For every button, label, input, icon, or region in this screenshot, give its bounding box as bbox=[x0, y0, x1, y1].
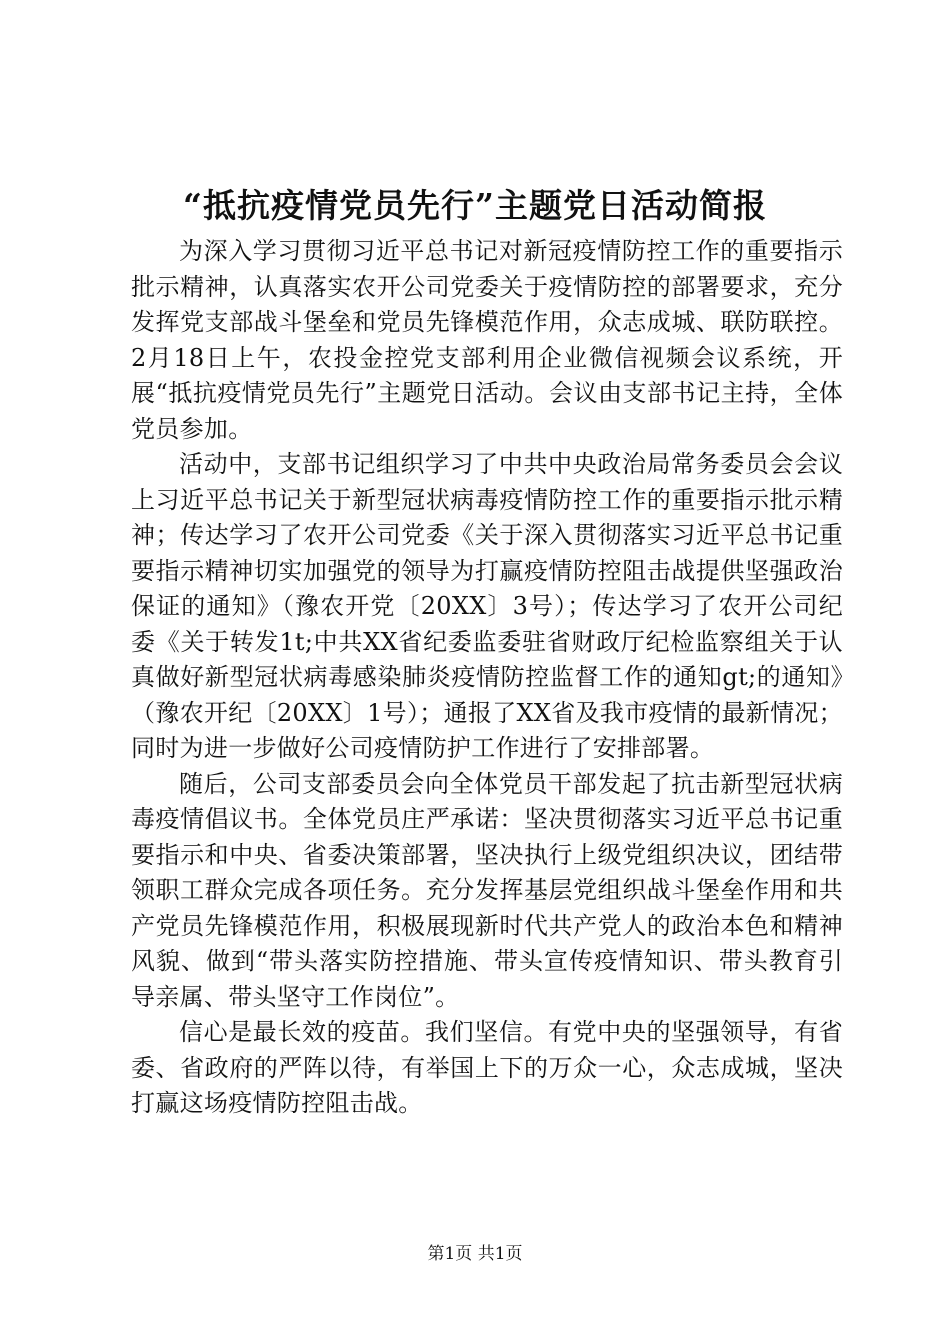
paragraph-activity: 活动中，支部书记组织学习了中共中央政治局常务委员会会议上习近平总书记关于新型冠状病毒疫情防控工作的重要指示批示精神；传达学习了农开公司党委《关于深入贯彻落实习近平总书记重要指示精神切实加强党的领导为打赢疫情防控阻击战提供坚强政治保证的通知》（豫农开党〔20XX〕3号）；传达学习了农开公司纪委《关于转发1t;中共XX省纪委监委驻省财政厅纪检监察组关于认真做好新型冠状病毒感染肺炎疫情防控监督工作的通知gt;的通知》（豫农开纪〔20XX〕1号）；通报了XX省及我市疫情的最新情况；同时为进一步做好公司疫情防护工作进行了安排部署。 bbox=[131, 450, 843, 762]
page-number-footer: 第1页 共1页 bbox=[427, 1244, 523, 1264]
document-body bbox=[131, 234, 843, 1122]
paragraph-conclusion: 信心是最长效的疫苗。我们坚信。有党中央的坚强领导，有省委、省政府的严阵以待，有举国上下的万众一心，众志成城，坚决打赢这场疫情防控阻击战。 bbox=[131, 1018, 843, 1117]
document-title: “抵抗疫情党员先行”主题党日活动简报 bbox=[183, 186, 767, 225]
paragraph-initiative: 随后，公司支部委员会向全体党员干部发起了抗击新型冠状病毒疫情倡议书。全体党员庄严承诺：坚决贯彻落实习近平总书记重要指示和中央、省委决策部署，坚决执行上级党组织决议，团结带领职工群众完成各项任务。充分发挥基层党组织战斗堡垒作用和共产党员先锋模范作用，积极展现新时代共产党人的政治本色和精神风貌、做到“带头落实防控措施、带头宣传疫情知识、带头教育引导亲属、带头坚守工作岗位”。 bbox=[131, 769, 843, 1011]
paragraph-intro: 为深入学习贯彻习近平总书记对新冠疫情防控工作的重要指示批示精神，认真落实农开公司党委关于疫情防控的部署要求，充分发挥党支部战斗堡垒和党员先锋模范作用，众志成城、联防联控。2月18日上午，农投金控党支部利用企业微信视频会议系统，开展“抵抗疫情党员先行”主题党日活动。会议由支部书记主持，全体党员参加。 bbox=[131, 237, 843, 443]
